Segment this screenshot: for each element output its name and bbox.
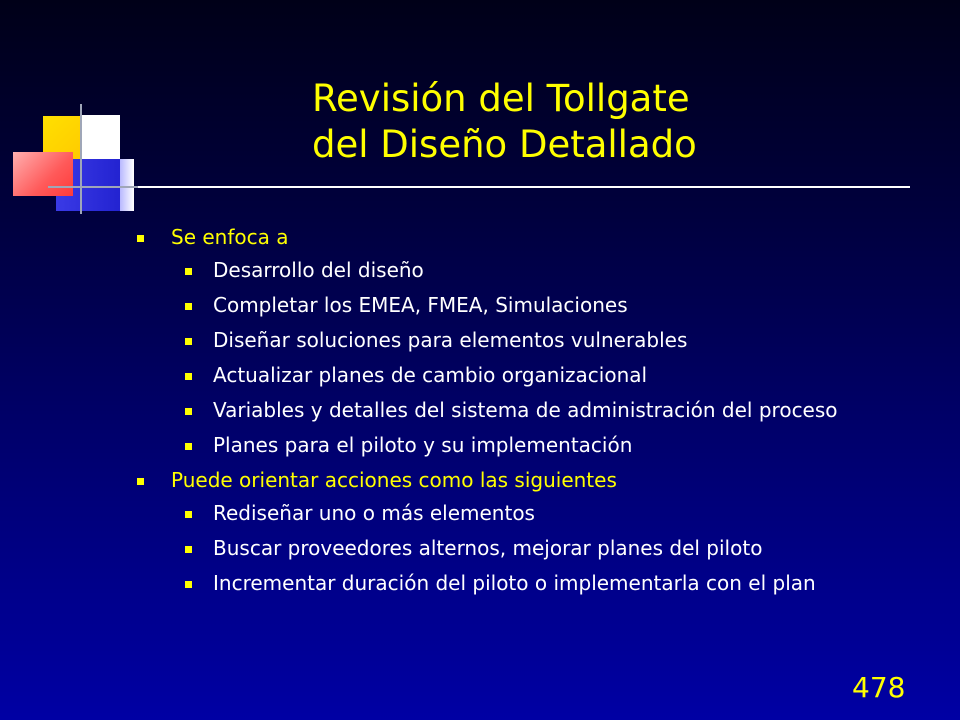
title-line-2: del Diseño Detallado: [312, 123, 697, 166]
light-square: [120, 159, 134, 211]
list-item-text: Diseñar soluciones para elementos vulnerables: [213, 328, 688, 352]
red-square: [13, 152, 73, 196]
list-item: [171, 434, 935, 457]
section-actions: [135, 469, 935, 595]
list-item: [171, 364, 935, 387]
sub-list: [171, 259, 935, 457]
list-item-text: Desarrollo del diseño: [213, 258, 424, 282]
square-bullet-icon: [185, 268, 192, 275]
page-number: 478: [852, 671, 906, 704]
square-bullet-icon: [185, 373, 192, 380]
square-bullet-icon: [185, 546, 192, 553]
square-bullet-icon: [185, 581, 192, 588]
list-item-text: Incrementar duración del piloto o implementarla con el plan: [213, 571, 816, 595]
list-item-text: Variables y detalles del sistema de administración del proceso: [213, 398, 838, 422]
sub-list: [171, 502, 935, 595]
square-bullet-icon: [185, 303, 192, 310]
square-bullet-icon: [137, 478, 144, 485]
list-item: [171, 259, 935, 282]
list-item: [171, 502, 935, 525]
section-heading: Se enfoca a: [171, 225, 289, 249]
title-underline: [48, 186, 910, 188]
list-item: [171, 572, 935, 595]
section-focus: [135, 226, 935, 457]
title-underline-accent: [48, 186, 138, 188]
slide-title: [312, 76, 912, 168]
square-bullet-icon: [185, 443, 192, 450]
white-square: [80, 115, 120, 159]
square-bullet-icon: [185, 511, 192, 518]
bullet-list: [135, 216, 935, 607]
list-item-text: Actualizar planes de cambio organizacional: [213, 363, 648, 387]
vertical-rule: [80, 104, 82, 214]
section-heading: Puede orientar acciones como las siguientes: [171, 468, 617, 492]
list-item: [171, 537, 935, 560]
square-bullet-icon: [137, 235, 144, 242]
title-line-1: Revisión del Tollgate: [312, 77, 690, 120]
square-bullet-icon: [185, 338, 192, 345]
list-item-text: Completar los EMEA, FMEA, Simulaciones: [213, 293, 628, 317]
list-item-text: Planes para el piloto y su implementación: [213, 433, 633, 457]
list-item: [171, 329, 935, 352]
list-item-text: Rediseñar uno o más elementos: [213, 501, 535, 525]
square-bullet-icon: [185, 408, 192, 415]
list-item: [171, 294, 935, 317]
list-item-text: Buscar proveedores alternos, mejorar planes del piloto: [213, 536, 763, 560]
list-item: [171, 399, 935, 422]
